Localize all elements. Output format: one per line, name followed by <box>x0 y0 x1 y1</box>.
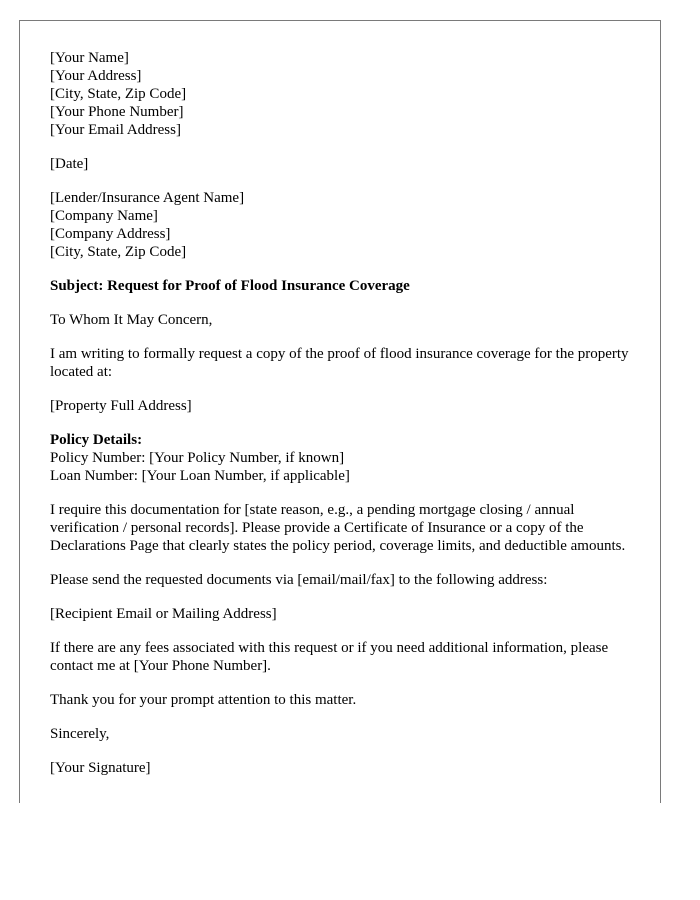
sender-phone: [Your Phone Number] <box>50 104 184 120</box>
reason-paragraph: I require this documentation for [state reason, e.g., a pending mortgage closing / annual verification / personal records]. Please provide a Certificate of Insurance or a copy of the Declarations Page that clearly states the policy period, coverage limits, and deductible amounts. <box>50 502 626 554</box>
sender-name: [Your Name] <box>50 50 129 66</box>
policy-number: Policy Number: [Your Policy Number, if known] <box>50 450 345 466</box>
letter-page <box>19 20 661 803</box>
sender-city-state-zip: [City, State, Zip Code] <box>50 86 187 102</box>
salutation: To Whom It May Concern, <box>50 312 213 328</box>
thanks-paragraph: Thank you for your prompt attention to this matter. <box>50 692 357 708</box>
send-request-paragraph: Please send the requested documents via [email/mail/fax] to the following address: <box>50 572 548 588</box>
letter-content <box>50 49 630 793</box>
sender-block <box>50 49 630 139</box>
property-address: [Property Full Address] <box>50 398 192 414</box>
date-block <box>50 155 630 173</box>
loan-number: Loan Number: [Your Loan Number, if applicable] <box>50 468 350 484</box>
subject-line: Subject: Request for Proof of Flood Insurance Coverage <box>50 278 410 294</box>
recipient-company: [Company Name] <box>50 208 158 224</box>
policy-details-heading: Policy Details: <box>50 432 143 448</box>
recipient-address-placeholder: [Recipient Email or Mailing Address] <box>50 606 277 622</box>
signature: [Your Signature] <box>50 760 151 776</box>
sender-email: [Your Email Address] <box>50 122 181 138</box>
fees-paragraph: If there are any fees associated with this request or if you need additional information, please contact me at [Your Phone Number]. <box>50 640 609 674</box>
policy-details-block <box>50 431 630 485</box>
intro-paragraph: I am writing to formally request a copy of the proof of flood insurance coverage for the property located at: <box>50 346 629 380</box>
recipient-address: [Company Address] <box>50 226 171 242</box>
recipient-city-state-zip: [City, State, Zip Code] <box>50 244 187 260</box>
letter-date: [Date] <box>50 156 89 172</box>
recipient-block <box>50 189 630 261</box>
recipient-name: [Lender/Insurance Agent Name] <box>50 190 245 206</box>
closing: Sincerely, <box>50 726 110 742</box>
sender-address: [Your Address] <box>50 68 142 84</box>
